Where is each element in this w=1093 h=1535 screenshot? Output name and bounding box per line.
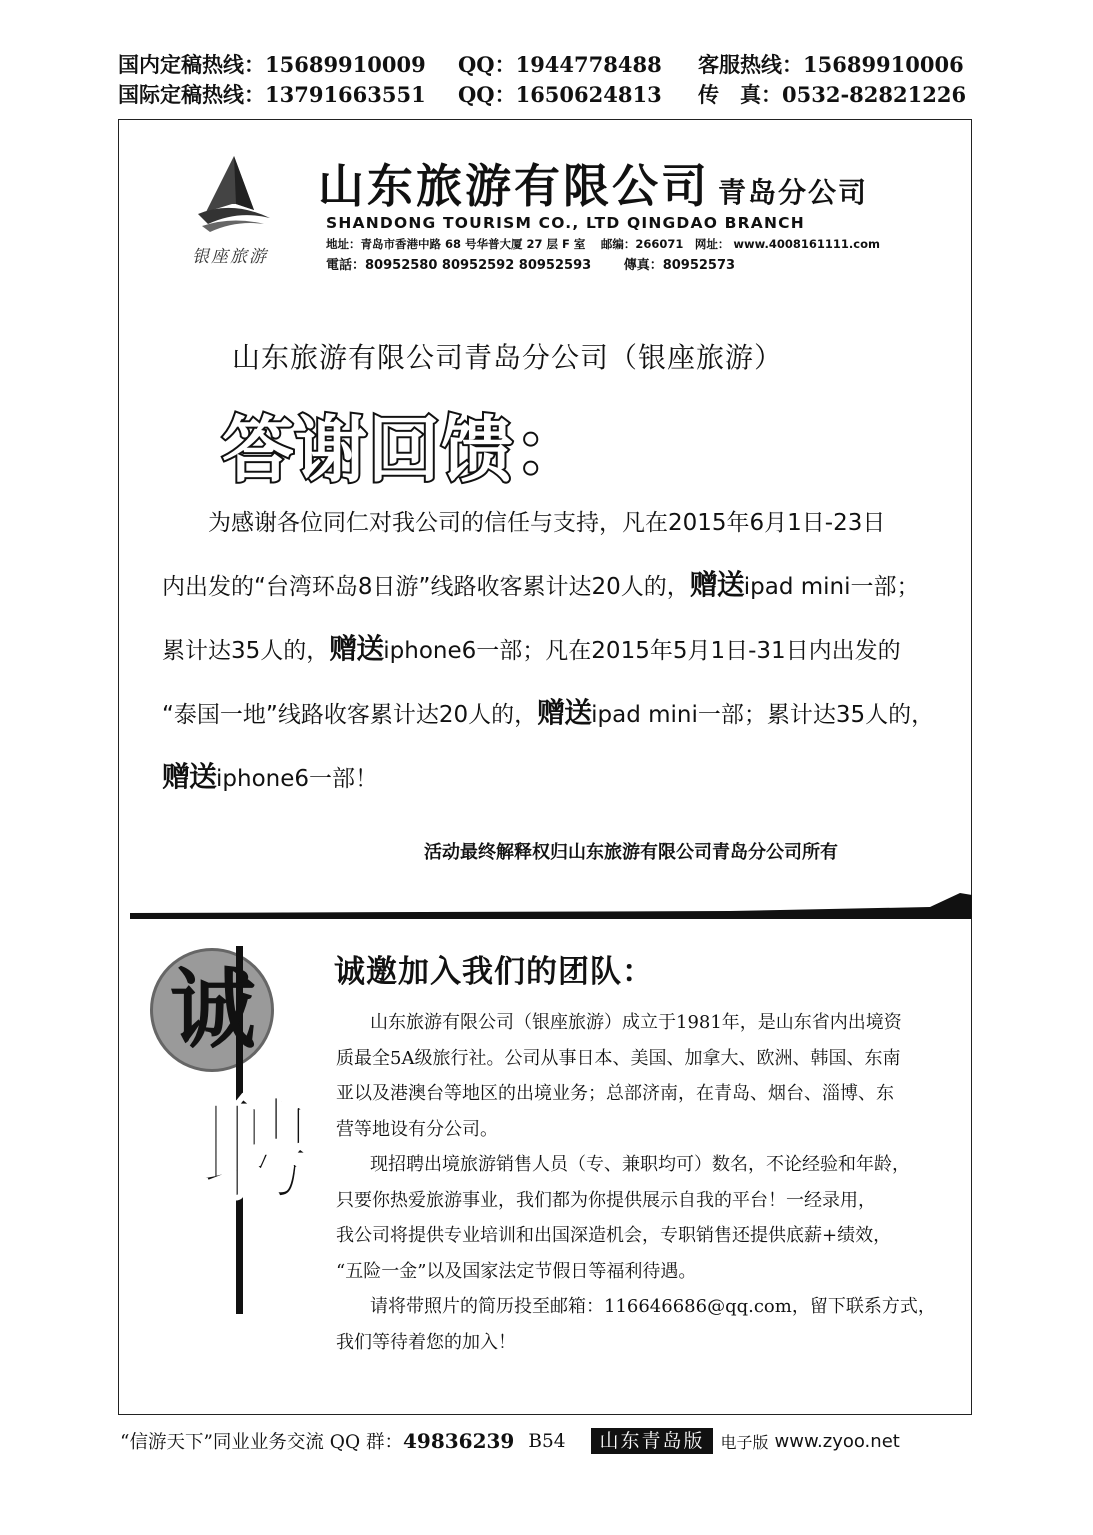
promo-line-2 — [162, 554, 932, 618]
company-tel — [326, 258, 591, 273]
gift-label: 赠送 — [162, 760, 217, 793]
recruit-p1-line1: 山东旅游有限公司（银座旅游）成立于1981年，是山东省内出境资 — [370, 1012, 902, 1033]
section-divider — [130, 893, 972, 923]
footer-website-link[interactable]: www.zyoo.net — [774, 1430, 900, 1452]
recruit-title: 诚邀加入我们的团队： — [334, 954, 654, 990]
promo-line-2-prize: ipad mini一部； — [743, 574, 920, 600]
recruit-char-hire: 聘 — [200, 1086, 312, 1216]
footer-group-label: “信游天下”同业业务交流 QQ 群： — [120, 1432, 404, 1453]
company-name-main: 山东旅游有限公司 — [318, 159, 710, 213]
recruit-p2-line4: “五险一金”以及国家法定节假日等福利待遇。 — [336, 1260, 697, 1282]
promo-title: 答谢回馈： — [222, 408, 588, 492]
sail-logo-icon — [192, 152, 274, 234]
recruit-p2-line2: 只要你热爱旅游事业，我们都为你提供展示自我的平台！一经录用， — [336, 1189, 876, 1211]
service-hotline: 客服热线：15689910006 — [698, 52, 964, 77]
company-contacts — [326, 254, 763, 273]
promo-line-1: 为感谢各位同仁对我公司的信任与支持，凡在2015年6月1日-23日 — [208, 510, 886, 536]
gift-label: 赠送 — [689, 568, 744, 601]
logo-caption: 银座旅游 — [192, 247, 268, 267]
domestic-qq: QQ：1944778488 — [458, 52, 662, 77]
recruit-p3-line2: 我们等待着您的加入！ — [336, 1331, 516, 1353]
tel-numbers: 80952580 80952592 80952593 — [365, 258, 592, 273]
international-hotline: 国际定稿热线：13791663551 — [118, 82, 426, 107]
promo-disclaimer: 活动最终解释权归山东旅游有限公司青岛分公司所有 — [424, 842, 838, 863]
recruit-p3-line1: 请将带照片的简历投至邮箱：116646686@qq.com，留下联系方式， — [370, 1296, 936, 1317]
domestic-hotline: 国内定稿热线：15689910009 — [118, 52, 426, 77]
promo-line-3-text: 累计达35人的， — [162, 638, 330, 664]
hotlines — [118, 50, 978, 110]
hotline-row-1 — [118, 50, 978, 80]
promo-line-3 — [162, 618, 932, 682]
promo-line-4 — [162, 682, 935, 746]
promo-line-2-text: 内出发的“台湾环岛8日游”线路收客累计达20人的， — [162, 574, 690, 600]
company-english-name: SHANDONG TOURISM CO., LTD QINGDAO BRANCH — [326, 214, 805, 232]
company-fax: 傳真：80952573 — [623, 258, 736, 273]
promo-line-4-text: “泰国一地”线路收客累计达20人的， — [162, 702, 538, 728]
company-name — [318, 150, 868, 216]
recruit-char-sincere: 诚 — [170, 960, 256, 1060]
hotline-row-2 — [118, 80, 978, 110]
gift-label: 赠送 — [537, 696, 592, 729]
promo-line-5-prize: iphone6一部！ — [216, 766, 379, 792]
promo-line-5 — [162, 746, 932, 810]
gift-label: 赠送 — [329, 632, 384, 665]
tel-label: 電話： — [326, 258, 366, 273]
company-address: 地址：青岛市香港中路 68 号华普大厦 27 层 F 室 邮编：266071 网址： www.4008161111.com — [326, 237, 880, 251]
footer-eversion: 电子版 — [720, 1432, 769, 1452]
footer-edition-badge: 山东青岛版 — [591, 1428, 712, 1454]
promo-heading: 山东旅游有限公司青岛分公司（银座旅游） — [232, 341, 784, 374]
recruit-p1-line4: 营等地设有分公司。 — [336, 1118, 498, 1140]
footer-group-qq: 49836239 — [403, 1429, 515, 1453]
recruit-p2-line3: 我公司将提供专业培训和出国深造机会，专职销售还提供底薪+绩效， — [336, 1225, 892, 1246]
company-logo — [192, 152, 282, 267]
fax-line: 传 真：0532-82821226 — [698, 82, 967, 107]
recruit-p1-line3: 亚以及港澳台等地区的出境业务；总部济南，在青岛、烟台、淄博、东 — [336, 1083, 894, 1104]
promo-line-4-prize: ipad mini一部；累计达35人的， — [591, 702, 935, 728]
footer-page-number: B54 — [528, 1430, 566, 1452]
promo-body — [162, 492, 935, 810]
recruit-body — [336, 1005, 956, 1360]
promo-line-3-prize: iphone6一部；凡在2015年5月1日-31日内出发的 — [383, 638, 901, 664]
recruit-p1-line2: 质最全5A级旅行社。公司从事日本、美国、加拿大、欧洲、韩国、东南 — [336, 1047, 901, 1069]
company-branch: 青岛分公司 — [718, 176, 869, 209]
international-qq: QQ：1650624813 — [458, 82, 662, 107]
page-footer — [120, 1428, 900, 1454]
recruit-p2-line1: 现招聘出境旅游销售人员（专、兼职均可）数名，不论经验和年龄， — [370, 1154, 910, 1175]
